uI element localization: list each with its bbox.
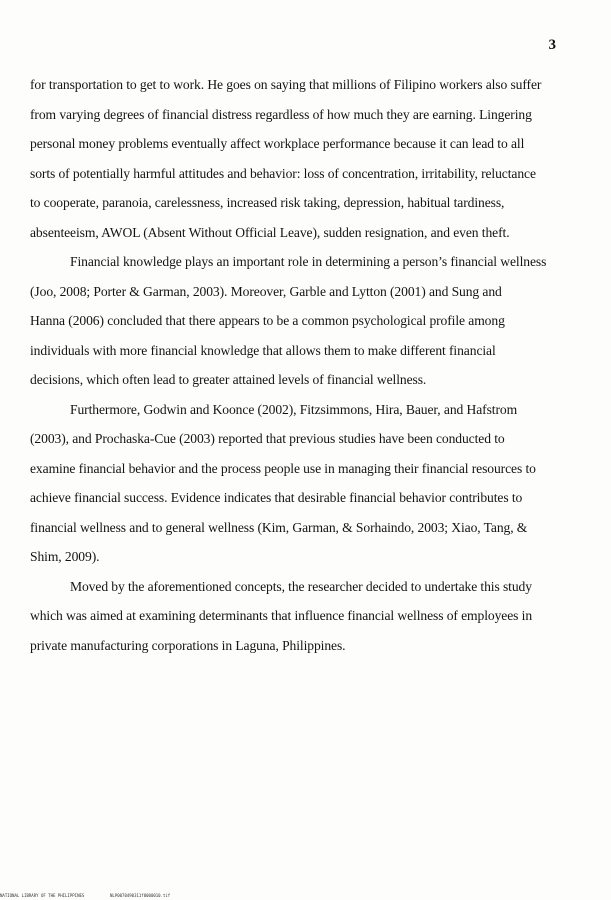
paragraph-3-line-3: examine financial behavior and the process people use in managing their financial resources to [30,460,536,476]
paragraph-2-line-4: individuals with more financial knowledge that allows them to make different financial [30,342,496,358]
paragraph-1-line-6: absenteeism, AWOL (Absent Without Official Leave), sudden resignation, and even theft. [30,224,510,240]
paragraph-1-line-1: for transportation to get to work. He goes on saying that millions of Filipino workers also suffer [30,77,542,92]
paragraph-1-line-5: to cooperate, paranoia, carelessness, increased risk taking, depression, habitual tardiness, [30,195,505,210]
paragraph-1-line-2: from varying degrees of financial distress regardless of how much they are earning. Lingering [30,106,532,122]
footer-library-name: NATIONAL LIBRARY OF THE PHILIPPINES [0,893,85,898]
paragraph-1-line-4: sorts of potentially harmful attitudes and behavior: loss of concentration, irritability, reluctance [30,165,536,181]
footer-file-id: NLP0070490311f0000010.tif [110,893,171,898]
paragraph-3-line-2: (2003), and Prochaska-Cue (2003) reported that previous studies have been conducted to [30,431,505,446]
paragraph-2-line-5: decisions, which often lead to greater attained levels of financial wellness. [30,372,427,387]
paragraph-2-line-3: Hanna (2006) concluded that there appears to be a common psychological profile among [30,313,505,328]
paragraph-3-line-5: financial wellness and to general wellness (Kim, Garman, & Sorhaindo, 2003; Xiao, Tang, & [30,519,528,535]
paragraph-3-line-6: Shim, 2009). [30,549,100,564]
paragraph-4-line-3: private manufacturing corporations in Laguna, Philippines. [30,637,346,653]
page-number: 3 [548,37,556,53]
paragraph-4-line-2: which was aimed at examining determinants that influence financial wellness of employees in [30,608,533,623]
paragraph-3-line-4: achieve financial success. Evidence indicates that desirable financial behavior contributes to [30,490,523,505]
paragraph-2-line-1: Financial knowledge plays an important role in determining a person’s financial wellness [70,254,547,269]
paragraph-1-line-3: personal money problems eventually affect workplace performance because it can lead to all [30,136,525,151]
paragraph-3-line-1: Furthermore, Godwin and Koonce (2002), Fitzsimmons, Hira, Bauer, and Hafstrom [70,401,518,417]
paragraph-4-line-1: Moved by the aforementioned concepts, the researcher decided to undertake this study [70,578,532,594]
paragraph-2-line-2: (Joo, 2008; Porter & Garman, 2003). Moreover, Garble and Lytton (2001) and Sung and [30,283,502,299]
